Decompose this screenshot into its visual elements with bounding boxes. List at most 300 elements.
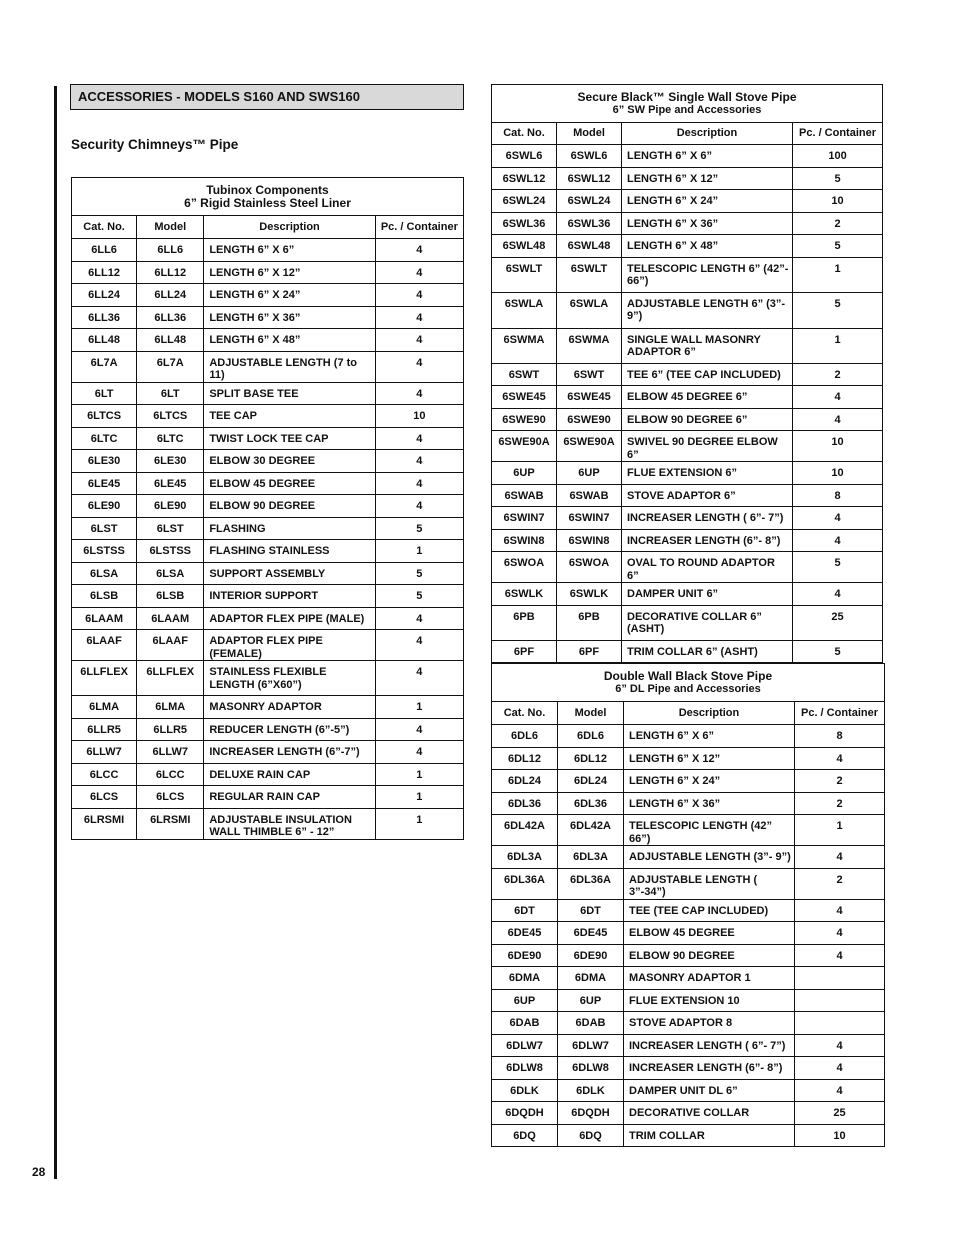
cat-no-cell: 6SWL12	[492, 167, 557, 190]
cat-no-cell: 6LAAM	[72, 607, 137, 630]
pc-container-cell: 5	[793, 292, 883, 328]
cat-no-cell: 6LTCS	[72, 405, 137, 428]
pc-container-cell: 4	[793, 507, 883, 530]
description-cell: STOVE ADAPTOR 6”	[622, 484, 793, 507]
table-row	[72, 261, 464, 284]
table-row	[492, 989, 885, 1012]
cat-no-cell: 6DL12	[492, 747, 558, 770]
description-cell: ADJUSTABLE LENGTH (7 to 11)	[204, 351, 375, 382]
table-title: Tubinox Components	[206, 183, 329, 197]
pc-container-cell: 1	[795, 815, 885, 846]
pc-container-cell: 4	[375, 661, 463, 696]
column-header-pc-container: Pc. / Container	[375, 216, 463, 239]
pc-container-cell: 2	[793, 212, 883, 235]
model-cell: 6LL24	[137, 284, 204, 307]
pc-container-cell: 2	[795, 770, 885, 793]
model-cell: 6LTC	[137, 427, 204, 450]
table-row	[72, 517, 464, 540]
model-cell: 6SWT	[557, 363, 622, 386]
table-row	[72, 495, 464, 518]
description-cell: TEE 6” (TEE CAP INCLUDED)	[622, 363, 793, 386]
description-cell: TRIM COLLAR 6” (ASHT)	[622, 640, 793, 663]
description-cell: LENGTH 6” X 6”	[204, 239, 375, 262]
description-cell: LENGTH 6” X 6”	[624, 725, 795, 748]
pc-container-cell: 10	[793, 462, 883, 485]
model-cell: 6DLK	[558, 1079, 624, 1102]
model-cell: 6LLW7	[137, 741, 204, 764]
pc-container-cell: 4	[375, 239, 463, 262]
column-header-pc-container: Pc. / Container	[795, 702, 885, 725]
description-cell: DECORATIVE COLLAR 6” (ASHT)	[622, 605, 793, 640]
description-cell: LENGTH 6” X 48”	[204, 329, 375, 352]
pc-container-cell: 4	[375, 450, 463, 473]
model-cell: 6UP	[557, 462, 622, 485]
model-cell: 6SWIN7	[557, 507, 622, 530]
description-cell: TWIST LOCK TEE CAP	[204, 427, 375, 450]
pc-container-cell: 1	[375, 540, 463, 563]
table-row	[72, 562, 464, 585]
model-cell: 6LL6	[137, 239, 204, 262]
table-row	[72, 405, 464, 428]
cat-no-cell: 6LLR5	[72, 718, 137, 741]
description-cell: FLUE EXTENSION 10	[624, 989, 795, 1012]
table-row	[492, 408, 883, 431]
model-cell: 6LCC	[137, 763, 204, 786]
pc-container-cell: 4	[375, 351, 463, 382]
model-cell: 6SWL48	[557, 235, 622, 258]
pc-container-cell: 4	[795, 899, 885, 922]
table-row	[492, 1102, 885, 1125]
model-cell: 6SWE90	[557, 408, 622, 431]
description-cell: LENGTH 6” X 12”	[622, 167, 793, 190]
model-cell: 6DQDH	[558, 1102, 624, 1125]
model-cell: 6LLR5	[137, 718, 204, 741]
pc-container-cell: 4	[795, 1079, 885, 1102]
model-cell: 6SWLK	[557, 583, 622, 606]
description-cell: STOVE ADAPTOR 8	[624, 1012, 795, 1035]
cat-no-cell: 6SWL6	[492, 145, 557, 168]
cat-no-cell: 6SWLK	[492, 583, 557, 606]
single-wall-stove-pipe-table	[491, 84, 883, 663]
model-cell: 6LSA	[137, 562, 204, 585]
pc-container-cell: 4	[795, 944, 885, 967]
table-row	[492, 1079, 885, 1102]
cat-no-cell: 6LT	[72, 382, 137, 405]
pc-container-cell: 4	[793, 529, 883, 552]
pc-container-cell	[795, 967, 885, 990]
pc-container-cell: 4	[793, 583, 883, 606]
model-cell: 6SWL36	[557, 212, 622, 235]
pc-container-cell: 2	[793, 363, 883, 386]
table-row	[492, 386, 883, 409]
description-cell: INCREASER LENGTH ( 6”- 7”)	[622, 507, 793, 530]
pc-container-cell: 4	[375, 382, 463, 405]
description-cell: DECORATIVE COLLAR	[624, 1102, 795, 1125]
description-cell: ADJUSTABLE LENGTH 6” (3”- 9”)	[622, 292, 793, 328]
table-row	[492, 507, 883, 530]
description-cell: ADJUSTABLE LENGTH ( 3”-34”)	[624, 868, 795, 899]
table-row	[72, 718, 464, 741]
table-row	[72, 329, 464, 352]
description-cell: MASONRY ADAPTOR	[204, 696, 375, 719]
model-cell: 6DL6	[558, 725, 624, 748]
cat-no-cell: 6LE90	[72, 495, 137, 518]
pc-container-cell: 1	[793, 257, 883, 292]
cat-no-cell: 6LST	[72, 517, 137, 540]
description-cell: FLASHING	[204, 517, 375, 540]
description-cell: INCREASER LENGTH (6”- 8”)	[622, 529, 793, 552]
cat-no-cell: 6SWL24	[492, 190, 557, 213]
model-cell: 6LL48	[137, 329, 204, 352]
column-header-model: Model	[137, 216, 204, 239]
table-caption	[492, 85, 883, 123]
cat-no-cell: 6LRSMI	[72, 808, 137, 839]
pc-container-cell: 5	[375, 562, 463, 585]
model-cell: 6PB	[557, 605, 622, 640]
cat-no-cell: 6LL24	[72, 284, 137, 307]
description-cell: DAMPER UNIT DL 6”	[624, 1079, 795, 1102]
cat-no-cell: 6DL42A	[492, 815, 558, 846]
cat-no-cell: 6DQDH	[492, 1102, 558, 1125]
model-cell: 6DE45	[558, 922, 624, 945]
table-row	[492, 462, 883, 485]
cat-no-cell: 6DAB	[492, 1012, 558, 1035]
table-row	[72, 351, 464, 382]
cat-no-cell: 6SWT	[492, 363, 557, 386]
model-cell: 6UP	[558, 989, 624, 1012]
model-cell: 6SWL24	[557, 190, 622, 213]
description-cell: ADAPTOR FLEX PIPE (MALE)	[204, 607, 375, 630]
pc-container-cell: 5	[793, 235, 883, 258]
cat-no-cell: 6LL48	[72, 329, 137, 352]
cat-no-cell: 6DL36	[492, 792, 558, 815]
cat-no-cell: 6SWLA	[492, 292, 557, 328]
table-row	[492, 1012, 885, 1035]
table-row	[72, 472, 464, 495]
description-cell: DAMPER UNIT 6”	[622, 583, 793, 606]
model-cell: 6SWLT	[557, 257, 622, 292]
column-header-cat-no: Cat. No.	[492, 123, 557, 145]
cat-no-cell: 6LCS	[72, 786, 137, 809]
cat-no-cell: 6SWIN8	[492, 529, 557, 552]
column-header-description: Description	[622, 123, 793, 145]
pc-container-cell: 1	[375, 786, 463, 809]
table-row	[72, 540, 464, 563]
table-row	[492, 1124, 885, 1147]
description-cell: INTERIOR SUPPORT	[204, 585, 375, 608]
cat-no-cell: 6SWOA	[492, 552, 557, 583]
column-header-pc-container: Pc. / Container	[793, 123, 883, 145]
pc-container-cell: 8	[793, 484, 883, 507]
cat-no-cell: 6DT	[492, 899, 558, 922]
description-cell: SWIVEL 90 DEGREE ELBOW 6”	[622, 431, 793, 462]
cat-no-cell: 6LE30	[72, 450, 137, 473]
table-row	[492, 529, 883, 552]
model-cell: 6LTCS	[137, 405, 204, 428]
table-row	[492, 815, 885, 846]
model-cell: 6L7A	[137, 351, 204, 382]
table-subtitle: 6” DL Pipe and Accessories	[615, 682, 761, 695]
model-cell: 6SWAB	[557, 484, 622, 507]
pc-container-cell: 5	[793, 640, 883, 663]
pc-container-cell: 4	[795, 1034, 885, 1057]
pc-container-cell: 4	[375, 261, 463, 284]
model-cell: 6SWE45	[557, 386, 622, 409]
cat-no-cell: 6SWL48	[492, 235, 557, 258]
cat-no-cell: 6LE45	[72, 472, 137, 495]
cat-no-cell: 6DE90	[492, 944, 558, 967]
pc-container-cell: 4	[375, 329, 463, 352]
cat-no-cell: 6SWL36	[492, 212, 557, 235]
model-cell: 6PF	[557, 640, 622, 663]
tubinox-components-table	[71, 177, 464, 840]
cat-no-cell: 6DE45	[492, 922, 558, 945]
model-cell: 6LMA	[137, 696, 204, 719]
description-cell: INCREASER LENGTH ( 6”- 7”)	[624, 1034, 795, 1057]
pc-container-cell	[795, 1012, 885, 1035]
pc-container-cell: 4	[795, 922, 885, 945]
table-row	[492, 552, 883, 583]
cat-no-cell: 6LLW7	[72, 741, 137, 764]
model-cell: 6LRSMI	[137, 808, 204, 839]
description-cell: LENGTH 6” X 36”	[624, 792, 795, 815]
description-cell: FLUE EXTENSION 6”	[622, 462, 793, 485]
model-cell: 6SWOA	[557, 552, 622, 583]
description-cell: ELBOW 90 DEGREE	[204, 495, 375, 518]
model-cell: 6DLW8	[558, 1057, 624, 1080]
table-row	[72, 808, 464, 839]
description-cell: ELBOW 90 DEGREE	[624, 944, 795, 967]
column-header-description: Description	[624, 702, 795, 725]
cat-no-cell: 6DLK	[492, 1079, 558, 1102]
cat-no-cell: 6LL36	[72, 306, 137, 329]
pc-container-cell: 5	[793, 552, 883, 583]
table-row	[72, 607, 464, 630]
table-caption	[72, 178, 464, 216]
model-cell: 6LAAF	[137, 630, 204, 661]
table-row	[72, 763, 464, 786]
cat-no-cell: 6LLFLEX	[72, 661, 137, 696]
table-row	[72, 585, 464, 608]
pc-container-cell: 4	[793, 386, 883, 409]
cat-no-cell: 6L7A	[72, 351, 137, 382]
description-cell: LENGTH 6” X 24”	[624, 770, 795, 793]
column-header-model: Model	[557, 123, 622, 145]
pc-container-cell: 10	[375, 405, 463, 428]
description-cell: TRIM COLLAR	[624, 1124, 795, 1147]
model-cell: 6SWE90A	[557, 431, 622, 462]
pc-container-cell: 5	[793, 167, 883, 190]
table-row	[492, 431, 883, 462]
column-header-description: Description	[204, 216, 375, 239]
description-cell: ADAPTOR FLEX PIPE (FEMALE)	[204, 630, 375, 661]
table-row	[492, 640, 883, 663]
description-cell: REDUCER LENGTH (6”-5”)	[204, 718, 375, 741]
description-cell: STAINLESS FLEXIBLE LENGTH (6”X60”)	[204, 661, 375, 696]
table-row	[492, 846, 885, 869]
section-title: ACCESSORIES - MODELS S160 AND SWS160	[70, 84, 464, 110]
column-header-cat-no: Cat. No.	[492, 702, 558, 725]
description-cell: SINGLE WALL MASONRY ADAPTOR 6”	[622, 328, 793, 363]
pc-container-cell: 1	[375, 696, 463, 719]
pc-container-cell: 1	[375, 808, 463, 839]
table-row	[72, 239, 464, 262]
pc-container-cell: 4	[375, 472, 463, 495]
subheading: Security Chimneys™ Pipe	[71, 137, 239, 152]
pc-container-cell: 4	[375, 630, 463, 661]
model-cell: 6DL36A	[558, 868, 624, 899]
pc-container-cell: 2	[795, 868, 885, 899]
description-cell: SPLIT BASE TEE	[204, 382, 375, 405]
cat-no-cell: 6LSTSS	[72, 540, 137, 563]
description-cell: SUPPORT ASSEMBLY	[204, 562, 375, 585]
table-row	[492, 967, 885, 990]
description-cell: LENGTH 6” X 12”	[204, 261, 375, 284]
table-title: Secure Black™ Single Wall Stove Pipe	[577, 90, 797, 104]
table-row	[72, 661, 464, 696]
cat-no-cell: 6LTC	[72, 427, 137, 450]
cat-no-cell: 6DL36A	[492, 868, 558, 899]
cat-no-cell: 6DL6	[492, 725, 558, 748]
table-row	[492, 770, 885, 793]
table-row	[72, 786, 464, 809]
description-cell: ADJUSTABLE LENGTH (3”- 9”)	[624, 846, 795, 869]
pc-container-cell: 4	[375, 284, 463, 307]
cat-no-cell: 6LMA	[72, 696, 137, 719]
description-cell: LENGTH 6” X 24”	[622, 190, 793, 213]
model-cell: 6SWIN8	[557, 529, 622, 552]
description-cell: TEE CAP	[204, 405, 375, 428]
pc-container-cell: 4	[795, 747, 885, 770]
cat-no-cell: 6LCC	[72, 763, 137, 786]
model-cell: 6SWL12	[557, 167, 622, 190]
cat-no-cell: 6DQ	[492, 1124, 558, 1147]
pc-container-cell	[795, 989, 885, 1012]
model-cell: 6DLW7	[558, 1034, 624, 1057]
cat-no-cell: 6DL24	[492, 770, 558, 793]
cat-no-cell: 6SWE45	[492, 386, 557, 409]
description-cell: REGULAR RAIN CAP	[204, 786, 375, 809]
cat-no-cell: 6SWMA	[492, 328, 557, 363]
table-row	[492, 725, 885, 748]
cat-no-cell: 6LSB	[72, 585, 137, 608]
model-cell: 6DMA	[558, 967, 624, 990]
model-cell: 6LLFLEX	[137, 661, 204, 696]
model-cell: 6DL3A	[558, 846, 624, 869]
table-subtitle: 6” Rigid Stainless Steel Liner	[184, 195, 351, 210]
cat-no-cell: 6LSA	[72, 562, 137, 585]
model-cell: 6LST	[137, 517, 204, 540]
model-cell: 6DE90	[558, 944, 624, 967]
description-cell: OVAL TO ROUND ADAPTOR 6”	[622, 552, 793, 583]
description-cell: FLASHING STAINLESS	[204, 540, 375, 563]
table-row	[72, 382, 464, 405]
cat-no-cell: 6SWLT	[492, 257, 557, 292]
description-cell: ELBOW 45 DEGREE 6”	[622, 386, 793, 409]
description-cell: ELBOW 45 DEGREE	[624, 922, 795, 945]
description-cell: DELUXE RAIN CAP	[204, 763, 375, 786]
pc-container-cell: 1	[793, 328, 883, 363]
pc-container-cell: 4	[375, 495, 463, 518]
description-cell: LENGTH 6” X 6”	[622, 145, 793, 168]
column-header-cat-no: Cat. No.	[72, 216, 137, 239]
description-cell: MASONRY ADAPTOR 1	[624, 967, 795, 990]
table-row	[72, 450, 464, 473]
model-cell: 6DL42A	[558, 815, 624, 846]
table-row	[492, 328, 883, 363]
pc-container-cell: 4	[375, 607, 463, 630]
model-cell: 6LT	[137, 382, 204, 405]
table-row	[492, 922, 885, 945]
description-cell: LENGTH 6” X 12”	[624, 747, 795, 770]
pc-container-cell: 25	[795, 1102, 885, 1125]
cat-no-cell: 6SWE90	[492, 408, 557, 431]
model-cell: 6SWMA	[557, 328, 622, 363]
table-row	[492, 1034, 885, 1057]
table-row	[492, 484, 883, 507]
model-cell: 6SWLA	[557, 292, 622, 328]
model-cell: 6LCS	[137, 786, 204, 809]
pc-container-cell: 2	[795, 792, 885, 815]
model-cell: 6DT	[558, 899, 624, 922]
description-cell: LENGTH 6” X 48”	[622, 235, 793, 258]
pc-container-cell: 25	[793, 605, 883, 640]
table-row	[72, 696, 464, 719]
double-wall-stove-pipe-table	[491, 663, 885, 1147]
model-cell: 6LSB	[137, 585, 204, 608]
description-cell: ELBOW 30 DEGREE	[204, 450, 375, 473]
pc-container-cell: 4	[375, 427, 463, 450]
cat-no-cell: 6UP	[492, 989, 558, 1012]
description-cell: INCREASER LENGTH (6”-7”)	[204, 741, 375, 764]
cat-no-cell: 6PF	[492, 640, 557, 663]
table-row	[492, 899, 885, 922]
model-cell: 6LAAM	[137, 607, 204, 630]
cat-no-cell: 6LL12	[72, 261, 137, 284]
table-row	[492, 190, 883, 213]
model-cell: 6LE90	[137, 495, 204, 518]
model-cell: 6SWL6	[557, 145, 622, 168]
description-cell: ADJUSTABLE INSULATION WALL THIMBLE 6” - 12”	[204, 808, 375, 839]
pc-container-cell: 4	[795, 846, 885, 869]
pc-container-cell: 10	[795, 1124, 885, 1147]
model-cell: 6LL36	[137, 306, 204, 329]
cat-no-cell: 6SWIN7	[492, 507, 557, 530]
model-cell: 6DL24	[558, 770, 624, 793]
table-row	[492, 792, 885, 815]
table-subtitle: 6” SW Pipe and Accessories	[612, 103, 762, 116]
table-row	[492, 944, 885, 967]
model-cell: 6DAB	[558, 1012, 624, 1035]
model-cell: 6LE30	[137, 450, 204, 473]
pc-container-cell: 5	[375, 517, 463, 540]
pc-container-cell: 5	[375, 585, 463, 608]
cat-no-cell: 6SWE90A	[492, 431, 557, 462]
table-row	[492, 167, 883, 190]
pc-container-cell: 100	[793, 145, 883, 168]
cat-no-cell: 6UP	[492, 462, 557, 485]
model-cell: 6DL36	[558, 792, 624, 815]
table-row	[492, 292, 883, 328]
description-cell: INCREASER LENGTH (6”- 8”)	[624, 1057, 795, 1080]
table-row	[492, 868, 885, 899]
table-row	[492, 363, 883, 386]
table-row	[492, 257, 883, 292]
model-cell: 6DL12	[558, 747, 624, 770]
cat-no-cell: 6LAAF	[72, 630, 137, 661]
pc-container-cell: 8	[795, 725, 885, 748]
table-row	[72, 630, 464, 661]
